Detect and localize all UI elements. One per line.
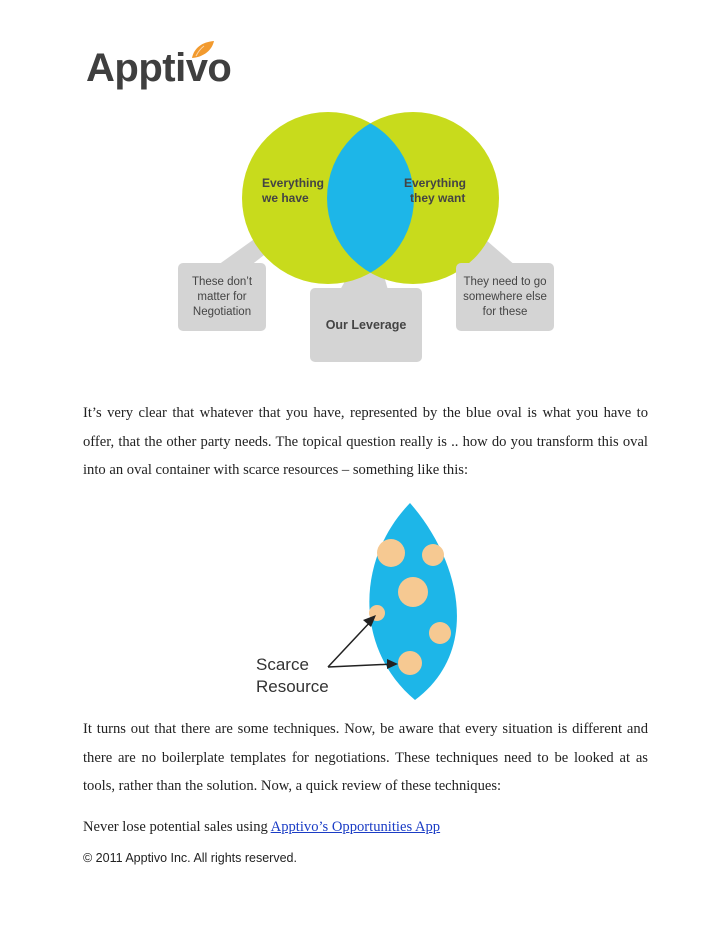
scarce-label-1: Scarce	[256, 655, 309, 674]
resource-dot	[422, 544, 444, 566]
resource-dot	[398, 651, 422, 675]
circle-right-label-1: Everything	[404, 176, 467, 190]
callout-left-line-1: These don’t	[191, 276, 253, 288]
circle-right-label-2: they want	[410, 191, 466, 205]
promo-line	[83, 815, 440, 839]
arrow-to-bottom-dot	[328, 664, 394, 667]
callout-left-line-2: matter for	[197, 291, 247, 303]
resource-dot	[398, 577, 428, 607]
callout-center-text: Our Leverage	[325, 318, 407, 332]
logo-wordmark: Apptivo	[86, 46, 232, 90]
leverage-venn-diagram	[160, 110, 570, 372]
copyright-footer: © 2011 Apptivo Inc. All rights reserved.	[83, 851, 297, 865]
apptivo-logo	[86, 40, 236, 92]
circle-left-label-1: Everything	[262, 176, 325, 190]
resource-dot	[377, 539, 405, 567]
callout-left-line-3: Negotiation	[192, 306, 252, 318]
resource-dot	[429, 622, 451, 644]
body-paragraph-2: It turns out that there are some techniques. Now, be aware that every situation is different and there are no boilerplate templates for negotiations. These techniques need to be looked at as tools, rather than the solution. Now, a quick review of these techniques:	[83, 721, 648, 794]
callout-right-line-2: somewhere else	[463, 291, 547, 303]
scarce-resource-diagram	[250, 500, 480, 705]
callout-right-line-1: They need to go	[463, 276, 547, 288]
opportunities-app-link[interactable]: Apptivo’s Opportunities App	[270, 819, 441, 835]
promo-prefix: Never lose potential sales using	[83, 819, 271, 835]
arrow-to-small-dot	[328, 620, 372, 667]
circle-left-label-2: we have	[262, 191, 309, 205]
callout-right-line-3: for these	[482, 306, 528, 318]
scarce-label-2: Resource	[256, 677, 329, 696]
body-paragraph-1: It’s very clear that whatever that you have, represented by the blue oval is what you have to offer, that the other party needs. The topical question really is .. how do you transform this oval into an oval container with scarce resources – something like this:	[83, 405, 648, 478]
